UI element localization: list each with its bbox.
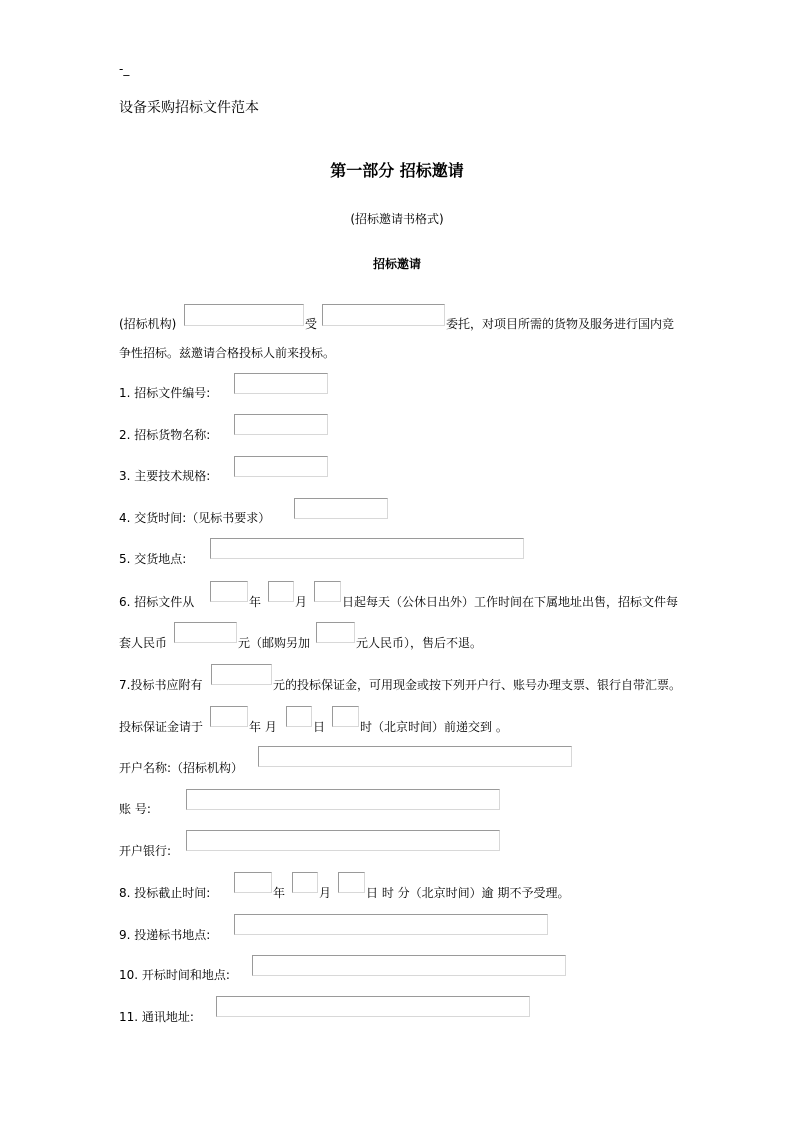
part-title: 第一部分 招标邀请 [330,161,464,180]
header-mark: -_ [119,62,130,76]
account-name-input[interactable] [258,746,572,767]
item-6-text: 日起每天（公休日出外）工作时间在下属地址出售，招标文件每 [342,595,679,609]
item-10-label: 10. 开标时间和地点: [119,968,230,982]
intro-text-line2: 争性招标。兹邀请合格投标人前来投标。 [119,346,336,360]
item-11-label: 11. 通讯地址: [119,1010,194,1024]
deadline-month-input[interactable] [292,872,318,893]
item-7-label: 7.投标书应附有 [119,678,203,692]
bond-day-input[interactable] [332,706,359,727]
account-name-label: 开户名称:（招标机构） [119,761,244,775]
format-note: (招标邀请书格式) [350,212,444,226]
sale-start-day-input[interactable] [314,581,341,602]
item-6-price-label: 套人民币 [119,636,168,650]
agency-input[interactable] [184,304,304,326]
document-title: 设备采购招标文件范本 [119,100,259,116]
client-input[interactable] [322,304,445,326]
item-5-label: 5. 交货地点: [119,552,187,566]
bond-tail: 时（北京时间）前递交到 。 [360,720,508,734]
bond-year-month-label: 年 月 [249,720,277,734]
deadline-year-label: 年 [273,886,286,900]
postage-fee-input[interactable] [316,622,355,643]
goods-name-input[interactable] [234,414,328,435]
bank-label: 开户银行: [119,844,172,858]
intro-entrusted-label: 受 [305,317,318,331]
intro-text: 委托，对项目所需的货物及服务进行国内竞 [446,317,675,331]
item-7-text: 元的投标保证金，可用现金或按下列开户行、账号办理支票、银行自带汇票。 [273,678,682,692]
item-6-tail: 元人民币），售后不退。 [356,636,483,650]
tech-spec-input[interactable] [234,456,328,477]
delivery-place-input[interactable] [210,538,524,559]
item-8-label: 8. 投标截止时间: [119,886,211,900]
bond-year-input[interactable] [210,706,248,727]
bank-input[interactable] [186,830,500,851]
account-number-input[interactable] [186,789,500,810]
item-1-label: 1. 招标文件编号: [119,386,211,400]
deadline-day-input[interactable] [338,872,365,893]
item-8-text: 日 时 分（北京时间）逾 期不予受理。 [366,886,570,900]
intro-agency-label: (招标机构) [119,317,177,331]
month-label: 月 [295,595,308,609]
sale-start-year-input[interactable] [210,581,248,602]
sale-start-month-input[interactable] [268,581,294,602]
item-3-label: 3. 主要技术规格: [119,469,211,483]
invitation-title: 招标邀请 [372,257,421,271]
bid-bond-amount-input[interactable] [211,664,272,685]
bond-month-input[interactable] [286,706,312,727]
submission-place-input[interactable] [234,914,548,935]
item-4-label: 4. 交货时间:（见标书要求） [119,511,271,525]
item-9-label: 9. 投递标书地点: [119,928,211,942]
item-2-label: 2. 招标货物名称: [119,428,211,442]
opening-time-place-input[interactable] [252,955,566,976]
item-6-postage-label: 元（邮购另加 [238,636,311,650]
account-number-label: 账 号: [119,802,151,816]
document-price-input[interactable] [174,622,237,643]
item-6-label: 6. 招标文件从 [119,595,195,609]
delivery-time-input[interactable] [294,498,388,519]
deadline-month-label: 月 [319,886,332,900]
deadline-year-input[interactable] [234,872,272,893]
bond-day-label: 日 [313,720,326,734]
bond-deadline-label: 投标保证金请于 [119,720,204,734]
year-label: 年 [249,595,262,609]
mailing-address-input[interactable] [216,996,530,1017]
tender-number-input[interactable] [234,373,328,394]
